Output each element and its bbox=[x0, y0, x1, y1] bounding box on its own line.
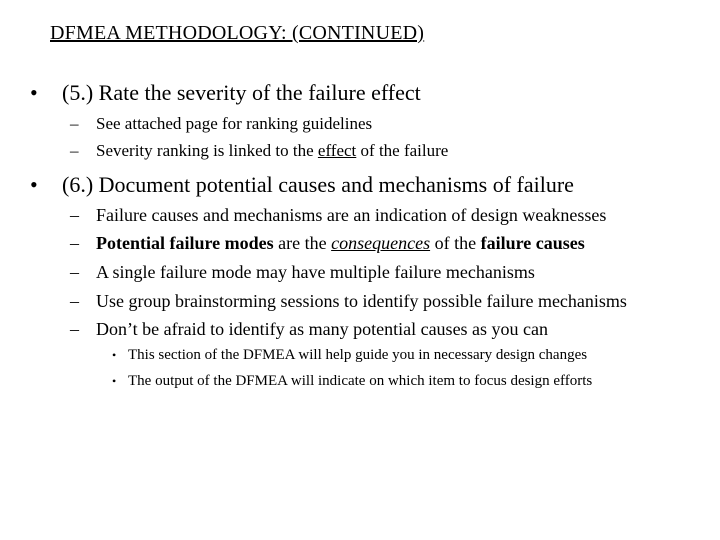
sub-bullet-text-emph: consequences bbox=[331, 233, 431, 253]
sub-bullet-multiple-mechanisms bbox=[70, 262, 535, 283]
sub-bullet-marker: – bbox=[70, 262, 79, 282]
sub-bullet-bold-1: Potential failure modes bbox=[96, 233, 274, 253]
sub-bullet-text: Use group brainstorming sessions to identify possible failure mechanisms bbox=[96, 291, 627, 311]
sub-bullet-text-mid-2: of the bbox=[430, 233, 481, 253]
sub-bullet-text-mid-1: are the bbox=[273, 233, 332, 253]
sub-bullet-marker: – bbox=[70, 114, 79, 133]
sub-bullet-ranking-guidelines bbox=[70, 114, 372, 134]
bullet-text: (5.) Rate the severity of the failure effect bbox=[62, 80, 421, 105]
sub-bullet-text-pre: Severity ranking is linked to the bbox=[96, 141, 318, 160]
bullet-severity bbox=[30, 80, 421, 106]
sub-bullet-marker: – bbox=[70, 233, 79, 253]
sub-bullet-text: A single failure mode may have multiple failure mechanisms bbox=[96, 262, 535, 282]
bullet-marker: • bbox=[30, 80, 38, 105]
sub-bullet-severity-linked bbox=[70, 141, 448, 161]
sub-bullet-marker: – bbox=[70, 205, 79, 225]
sub-bullet-marker: – bbox=[70, 141, 79, 160]
sub-sub-bullet-marker: • bbox=[112, 348, 117, 362]
bullet-marker: • bbox=[30, 172, 38, 197]
sub-bullet-failure-modes bbox=[70, 233, 585, 254]
sub-bullet-text: Failure causes and mechanisms are an indication of design weaknesses bbox=[96, 205, 607, 225]
sub-bullet-text: See attached page for ranking guidelines bbox=[96, 114, 373, 133]
sub-bullet-marker: – bbox=[70, 291, 79, 311]
sub-bullet-text: Don’t be afraid to identify as many potential causes as you can bbox=[96, 319, 549, 339]
page-title: DFMEA METHODOLOGY: (CONTINUED) bbox=[50, 22, 425, 44]
sub-sub-bullet-text: The output of the DFMEA will indicate on which item to focus design efforts bbox=[128, 373, 593, 389]
sub-bullet-bold-2: failure causes bbox=[480, 233, 585, 253]
sub-sub-bullet-focus-efforts bbox=[112, 373, 592, 390]
sub-bullet-text-emph: effect bbox=[317, 141, 357, 160]
bullet-causes bbox=[30, 172, 574, 198]
sub-bullet-dont-be-afraid bbox=[70, 319, 548, 340]
sub-bullet-marker: – bbox=[70, 319, 79, 339]
sub-sub-bullet-marker: • bbox=[112, 374, 117, 388]
sub-bullet-brainstorming bbox=[70, 291, 627, 312]
sub-sub-bullet-text: This section of the DFMEA will help guide you in necessary design changes bbox=[128, 347, 588, 363]
sub-bullet-text-post: of the failure bbox=[356, 141, 449, 160]
sub-sub-bullet-guide-changes bbox=[112, 347, 587, 364]
sub-bullet-design-weaknesses bbox=[70, 205, 606, 226]
bullet-text: (6.) Document potential causes and mechanisms of failure bbox=[62, 172, 574, 197]
